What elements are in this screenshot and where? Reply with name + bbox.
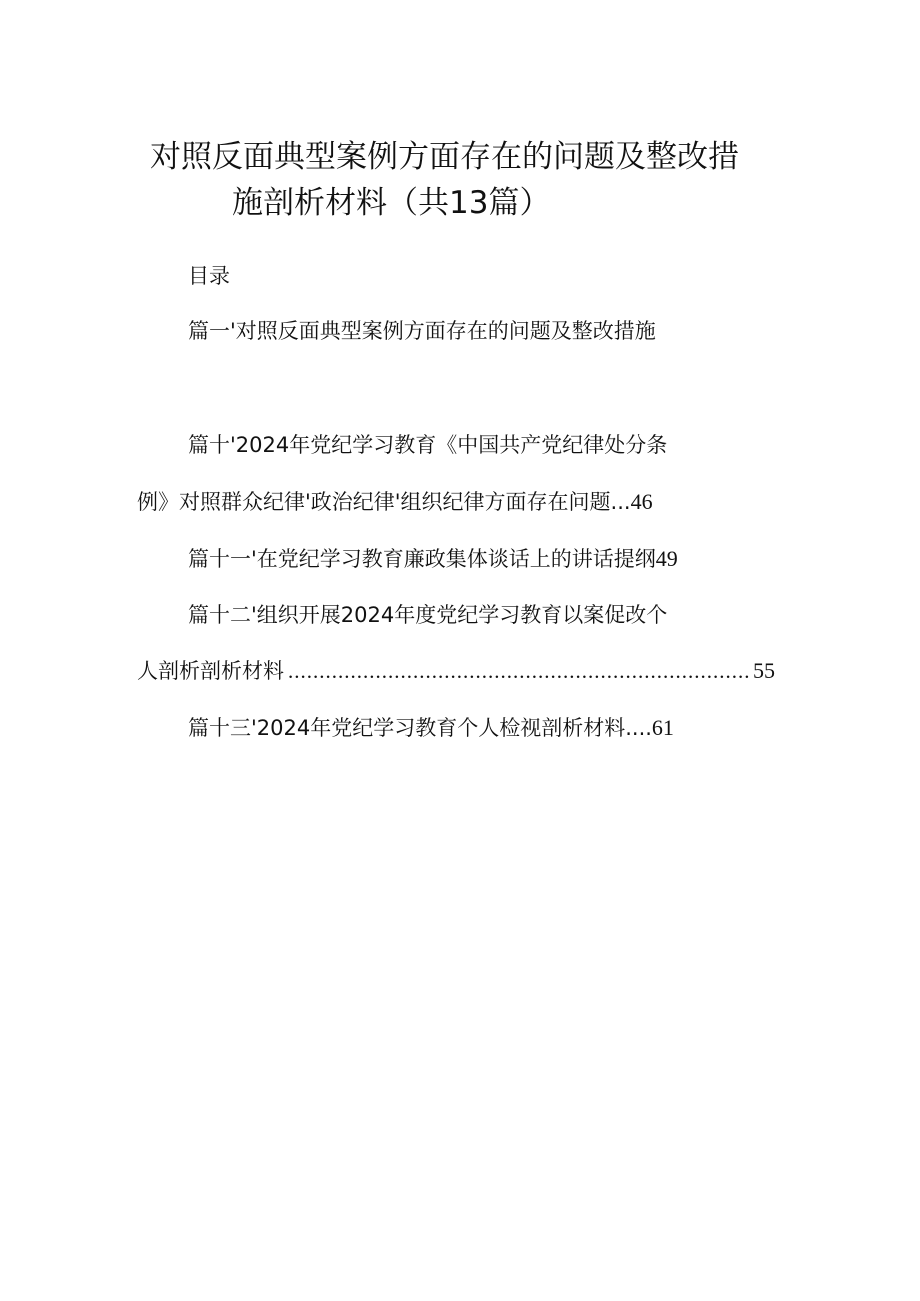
toc-entry-10-text: 例》对照群众纪律'政治纪律'组织纪律方面存在问题...: [137, 490, 631, 514]
toc-dot-leader: [288, 656, 751, 686]
toc-entry-11: [188, 544, 678, 574]
document-title-line-2: 施剖析材料（共13篇）: [232, 185, 551, 221]
toc-entry-1: 篇一'对照反面典型案例方面存在的问题及整改措施: [188, 319, 656, 343]
document-title-line-1: 对照反面典型案例方面存在的问题及整改措: [150, 139, 739, 175]
toc-entry-13-page: 61: [651, 715, 674, 740]
toc-entry-12-line-1: 篇十二'组织开展2024年度党纪学习教育以案促改个: [188, 603, 668, 627]
toc-entry-13-text: 篇十三'2024年党纪学习教育个人检视剖析材料....: [188, 716, 652, 740]
toc-entry-13: [188, 713, 674, 743]
toc-entry-12-page: 55: [753, 658, 775, 683]
toc-entry-12-text: 人剖析剖析材料: [137, 659, 284, 683]
toc-heading: 目录: [188, 264, 230, 288]
toc-entry-12-line-2: [137, 656, 775, 686]
toc-entry-10-line-1: 篇十'2024年党纪学习教育《中国共产党纪律处分条: [188, 433, 668, 457]
toc-entry-11-page: 49: [655, 546, 678, 571]
toc-entry-10-page: 46: [630, 489, 653, 514]
toc-entry-11-text: 篇十一'在党纪学习教育廉政集体谈话上的讲话提纲: [188, 547, 656, 571]
toc-entry-10-line-2: [137, 487, 653, 517]
